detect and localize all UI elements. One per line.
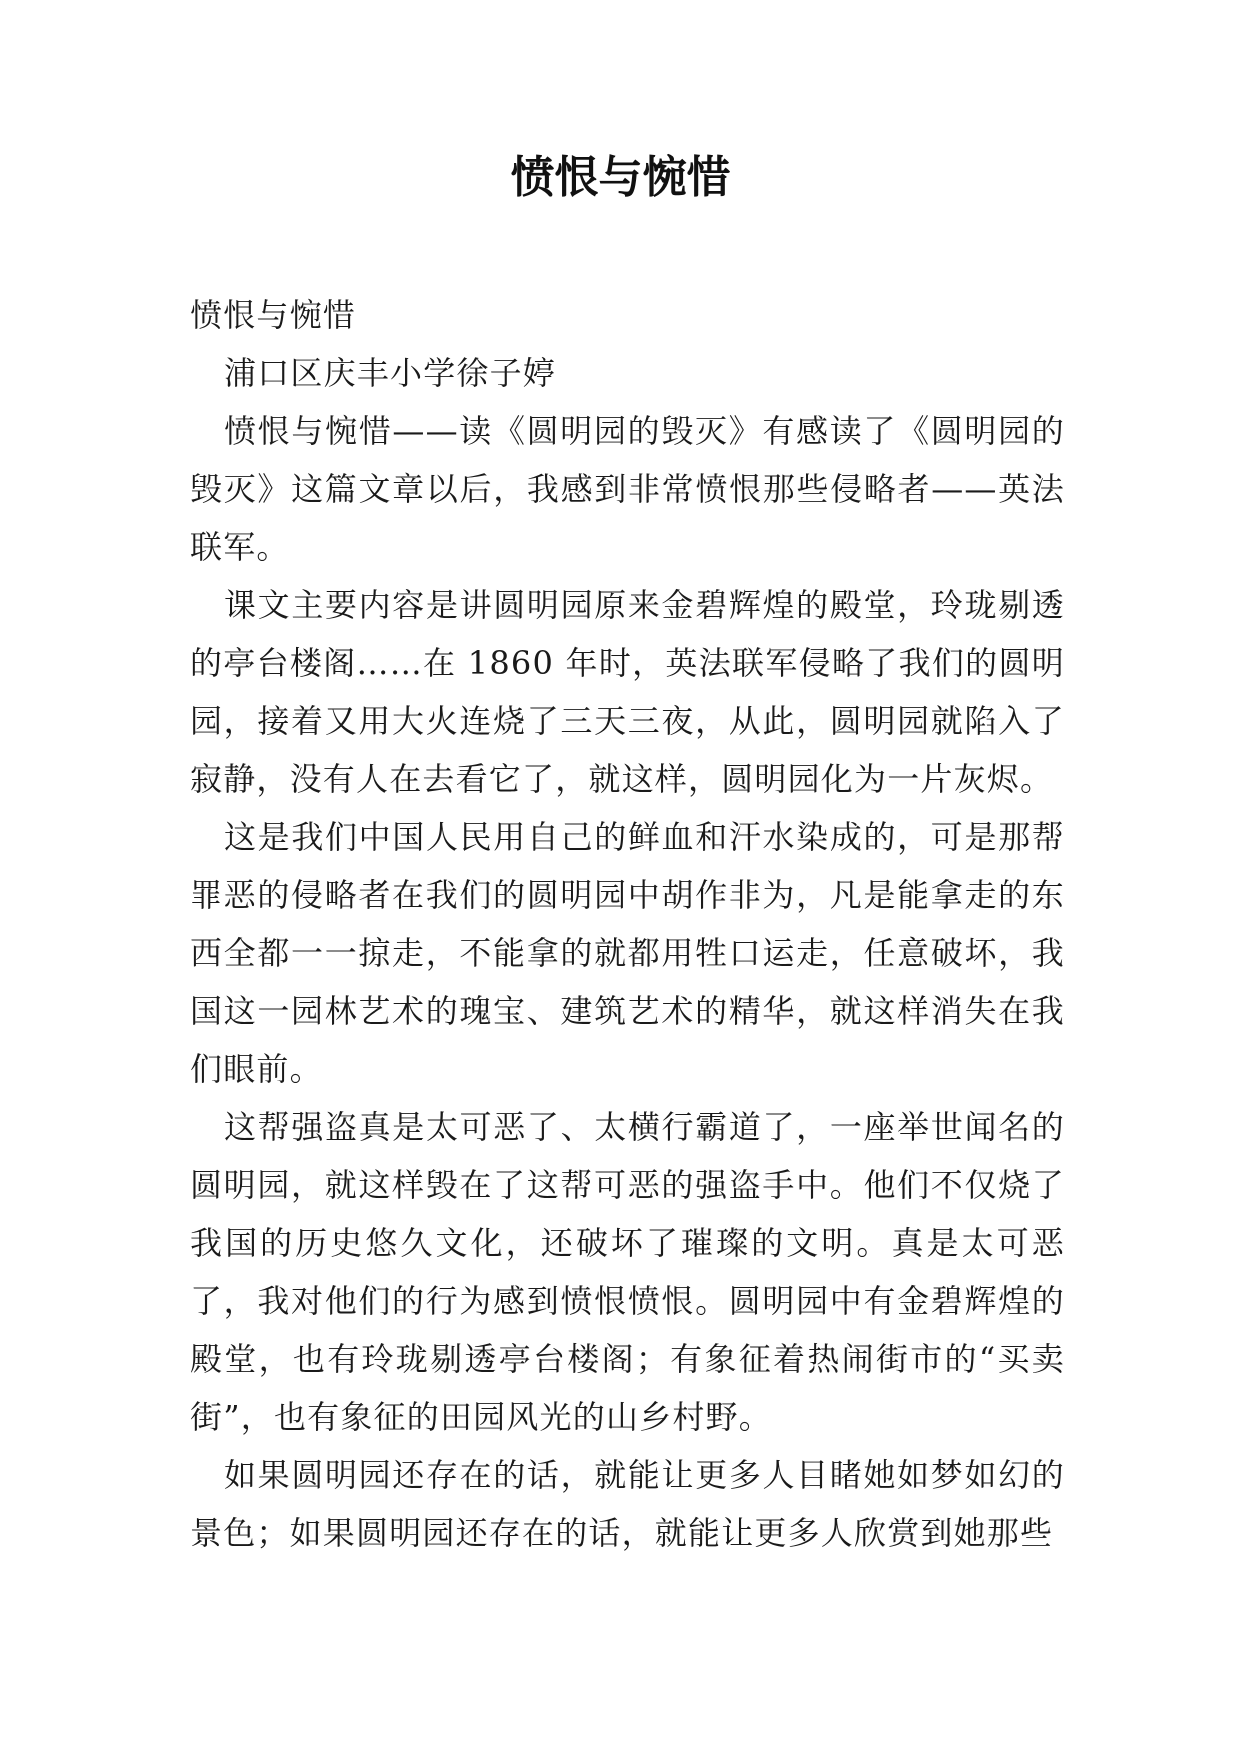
paragraph: 课文主要内容是讲圆明园原来金碧辉煌的殿堂，玲珑剔透的亭台楼阁……在 1860 年时，英法联军侵略了我们的圆明园，接着又用大火连烧了三天三夜，从此，圆明园就陷入了寂静，没有人在去看它了，就这样，圆明园化为一片灰烬。 — [190, 586, 1065, 798]
paragraph: 愤恨与惋惜——读《圆明园的毁灭》有感读了《圆明园的毁灭》这篇文章以后，我感到非常愤恨那些侵略者——英法联军。 — [190, 412, 1065, 566]
document-title: 愤恨与惋惜 — [510, 152, 731, 203]
paragraph: 这是我们中国人民用自己的鲜血和汗水染成的，可是那帮罪恶的侵略者在我们的圆明园中胡作非为，凡是能拿走的东西全都一一掠走，不能拿的就都用牲口运走，任意破坏，我国这一园林艺术的瑰宝、建筑艺术的精华，就这样消失在我们眼前。 — [190, 818, 1065, 1088]
paragraph: 如果圆明园还存在的话，就能让更多人目睹她如梦如幻的景色；如果圆明园还存在的话，就能让更多人欣赏到她那些 — [190, 1456, 1065, 1552]
document-body — [190, 286, 1065, 1562]
paragraph-author: 浦口区庆丰小学徐子婷 — [224, 354, 557, 392]
paragraph: 这帮强盗真是太可恶了、太横行霸道了，一座举世闻名的圆明园，就这样毁在了这帮可恶的强盗手中。他们不仅烧了我国的历史悠久文化，还破坏了璀璨的文明。真是太可恶了，我对他们的行为感到愤恨愤恨。圆明园中有金碧辉煌的殿堂，也有玲珑剔透亭台楼阁；有象征着热闹街市的“买卖街”，也有象征的田园风光的山乡村野。 — [190, 1108, 1065, 1436]
paragraph-heading: 愤恨与惋惜 — [190, 296, 357, 334]
